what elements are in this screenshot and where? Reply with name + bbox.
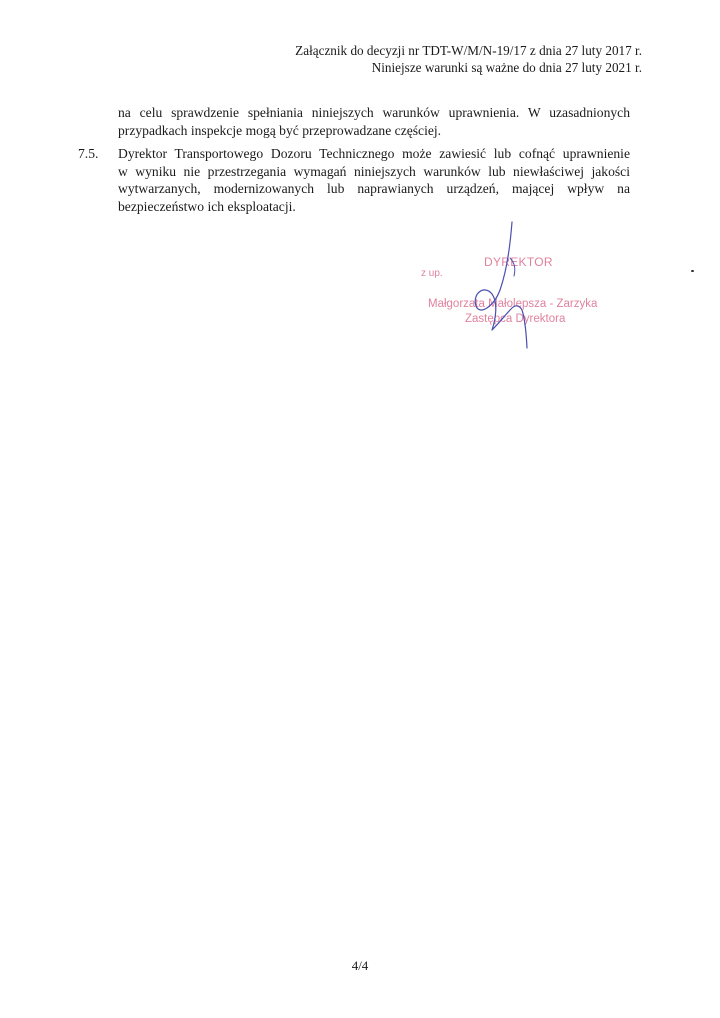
handwritten-signature [440, 218, 580, 358]
stamp-signer-name: Małgorzata Małolepsza - Zarzyka [428, 298, 598, 310]
paragraph-line: przypadkach inspekcje mogą być przeprowadzane częściej. [118, 122, 442, 138]
paragraph-line: w wyniku nie przestrzegania wymagań niniejszych warunków lub niewłaściwej jakości [118, 163, 630, 179]
header-line-decision: Załącznik do decyzji nr TDT-W/M/N-19/17 z dnia 27 luty 2017 r. [295, 43, 642, 58]
document-header [295, 42, 642, 76]
paragraph-item-7-5 [118, 145, 630, 215]
paragraph-line: na celu sprawdzenie spełniania niniejszych warunków uprawnienia. W uzasadnionych [118, 105, 630, 120]
stamp-title: DYREKTOR [484, 255, 553, 269]
paragraph-line: bezpieczeństwo ich eksploatacji. [118, 198, 296, 214]
stamp-signer-role: Zastępca Dyrektora [465, 313, 566, 325]
page-number: 4/4 [351, 958, 369, 973]
paragraph-line: Dyrektor Transportowego Dozoru Technicznego może zawiesić lub cofnąć uprawnienie [118, 146, 630, 161]
item-number: 7.5. [78, 146, 99, 161]
header-line-validity: Niniejsze warunki są ważne do dnia 27 luty 2021 r. [371, 60, 642, 75]
paragraph-line: wytwarzanych, modernizowanych lub naprawianych urządzeń, mającej wpływ na [118, 181, 630, 197]
paragraph-continuation [118, 104, 630, 139]
stamp-on-behalf: z up. [421, 268, 443, 279]
stray-mark [691, 270, 694, 272]
